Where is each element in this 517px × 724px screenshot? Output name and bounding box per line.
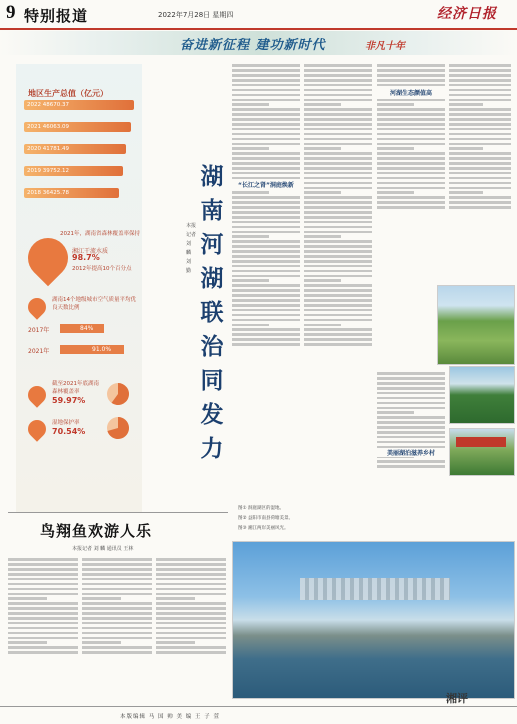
stat5-pie <box>106 416 130 440</box>
gdp-bar-2019 <box>24 166 123 176</box>
caption-2: 图② 益阳市南县荷塘美景。 <box>238 516 293 521</box>
gdp-bar-label: 2022 48670.37 <box>27 102 69 108</box>
caption-1: 图① 洞庭湖区的湿地。 <box>238 506 284 511</box>
section-name: 特别报道 <box>24 7 89 25</box>
banner-main-text: 奋进新征程 建功新时代 <box>180 38 326 53</box>
second-column-1 <box>8 556 78 702</box>
stat2-value: 98.7% <box>72 253 100 262</box>
gdp-bar-label: 2018 36425.78 <box>27 190 69 196</box>
watermark: 湘评 <box>446 692 468 705</box>
body-column-5 <box>377 370 445 520</box>
main-headline: 湖南河湖联治同发力 <box>200 163 224 462</box>
photo-wetland <box>437 285 515 365</box>
subhead-2: 河湖生态颜值高 <box>377 88 445 97</box>
red-pavilion <box>456 437 506 447</box>
stat2-text: 湘江干流水质 <box>72 248 109 255</box>
stat5-value: 70.54% <box>52 427 86 436</box>
body-column-2 <box>304 62 372 482</box>
stat1-text: 2021年，湖南省森林覆盖率保持 <box>60 231 140 237</box>
photo-city-river <box>232 541 515 699</box>
page-number: 9 <box>6 2 16 23</box>
second-column-3 <box>156 556 226 702</box>
banner-sub-text: 非凡十年 <box>365 41 405 52</box>
photo-lotus-pier <box>449 428 515 476</box>
photo-lake <box>449 366 515 424</box>
stat3-row2-year: 2021年 <box>28 348 50 355</box>
city-skyline <box>300 578 450 600</box>
body-column-1 <box>232 62 300 482</box>
second-byline: 本报记者 刘 麟 通讯员 王林 <box>72 546 134 552</box>
second-headline: 鸟翔鱼欢游人乐 <box>40 522 153 540</box>
stat2-note: 2012年提高10个百分点 <box>72 266 132 272</box>
stat3-row1-year: 2017年 <box>28 327 50 334</box>
body-column-4 <box>449 62 511 280</box>
stat4-pie <box>106 382 130 406</box>
newspaper-logo: 经济日报 <box>437 6 497 22</box>
gdp-bar-label: 2019 39752.12 <box>27 168 69 174</box>
issue-date: 2022年7月28日 星期四 <box>158 11 234 19</box>
gdp-bar-2022 <box>24 100 134 110</box>
subhead-3: 美丽湖泊滋养乡村 <box>377 448 445 457</box>
gdp-bar-2021 <box>24 122 131 132</box>
page-footer <box>0 706 517 724</box>
stat4-text: 截至2021年底湖南森林覆盖率 <box>52 381 99 395</box>
divider <box>8 512 228 513</box>
subhead-1: “长江之肾”洞庭焕新 <box>232 180 300 189</box>
caption-3: 图③ 湘江两岸美丽风光。 <box>238 526 289 531</box>
stat3-row1-value: 84% <box>80 325 94 332</box>
gdp-chart-title: 地区生产总值（亿元） <box>28 89 108 98</box>
gdp-bar-label: 2020 41781.49 <box>27 146 69 152</box>
stat4-value: 59.97% <box>52 396 86 405</box>
gdp-bar-2018 <box>24 188 119 198</box>
gdp-bar-2020 <box>24 144 126 154</box>
gdp-bar-label: 2021 46063.09 <box>27 124 69 130</box>
second-column-2 <box>82 556 152 702</box>
stat3-row2-value: 91.0% <box>92 346 112 353</box>
main-byline: 本报记者 刘 麟 刘 勤 <box>186 223 197 274</box>
footer-editors: 本版编辑 马 国 帅 美 编 王 子 萱 <box>120 714 220 720</box>
stat5-text: 湿地保护率 <box>52 420 80 426</box>
stat3-text: 湖南14个地级城市空气质量平均优良天数比例 <box>52 297 136 311</box>
